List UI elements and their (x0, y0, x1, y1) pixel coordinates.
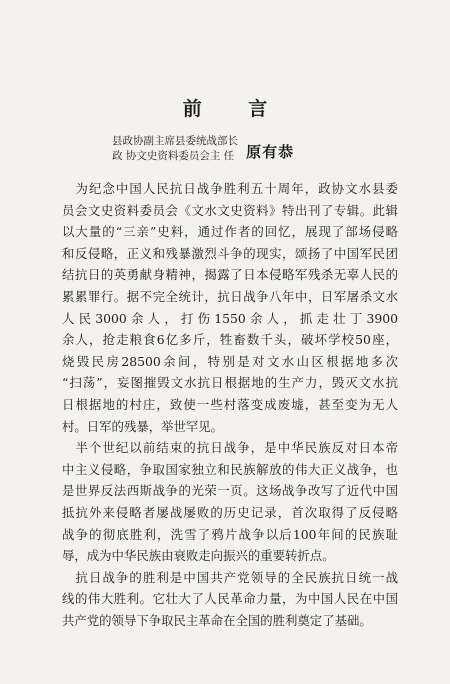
text-line: 人民3000余人，打伤1550余人，抓走壮丁3900 (62, 310, 398, 326)
author-role-line: 县政协副主席县委统战部长 (112, 135, 238, 147)
text-line: 为纪念中国人民抗日战争胜利五十周年，政协文水县委 (62, 181, 398, 196)
author-name: 原有恭 (246, 142, 295, 161)
text-line: 中主义侵略，争取国家独立和民族解放的伟大正义战争，也 (62, 461, 398, 477)
text-line: 以大量的“三亲”史料，通过作者的回忆，展现了部场侵略 (62, 224, 398, 240)
text-line: 和反侵略，正义和残暴激烈斗争的现实，颂扬了中国军民团 (62, 245, 398, 261)
author-role-line: 政 协文史资料委员会主 任 (112, 150, 235, 162)
page-title: 前 言 (182, 98, 288, 120)
text-line: 线的伟大胜利。它壮大了人民革命力量，为中国人民在中国 (62, 591, 398, 607)
text-line: 辱，成为中华民族由衰败走向振兴的重要转折点。 (62, 548, 335, 564)
body-text (62, 178, 398, 631)
text-line: 抵抗外来侵略者屡战屡败的历史记录，首次取得了反侵略 (62, 504, 398, 520)
text-line: 共产党的领导下争取民主革命在全国的胜利奠定了基础。 (62, 612, 372, 628)
text-line: 日根据地的村庄，致使一些村落变成废墟，甚至变为无人 (62, 396, 398, 412)
text-line: 村。日军的残暴，举世罕见。 (62, 418, 224, 434)
text-line: 战争的彻底胜利，洗雪了鸦片战争以后100年间的民族耻 (62, 526, 398, 542)
author-byline (112, 134, 412, 164)
text-line: 是世界反法西斯战争的光荣一页。这场战争改写了近代中国 (62, 483, 398, 499)
text-line: 烧毁民房28500余间，特别是对文水山区根据地多次 (62, 353, 398, 369)
text-line: 抗日战争的胜利是中国共产党领导的全民族抗日统一战 (62, 569, 398, 585)
text-line: 半个世纪以前结束的抗日战争，是中华民族反对日本帝 (62, 440, 398, 456)
text-line: 累累罪行。据不完全统计，抗日战争八年中，日军屠杀文水 (62, 288, 398, 304)
text-line: “扫荡”，妄图摧毁文水抗日根据地的生产力，毁灭文水抗 (62, 375, 398, 391)
text-line: 余人，抢走粮食6亿多斤，牲畜数千头，破坏学校50座， (62, 332, 398, 348)
author-roles (112, 134, 238, 164)
text-line: 结抗日的英勇献身精神，揭露了日本侵略军残杀无辜人民的 (62, 267, 398, 283)
text-line: 员会文史资料委员会《文水文史资料》特出刊了专辑。此辑 (62, 202, 398, 218)
